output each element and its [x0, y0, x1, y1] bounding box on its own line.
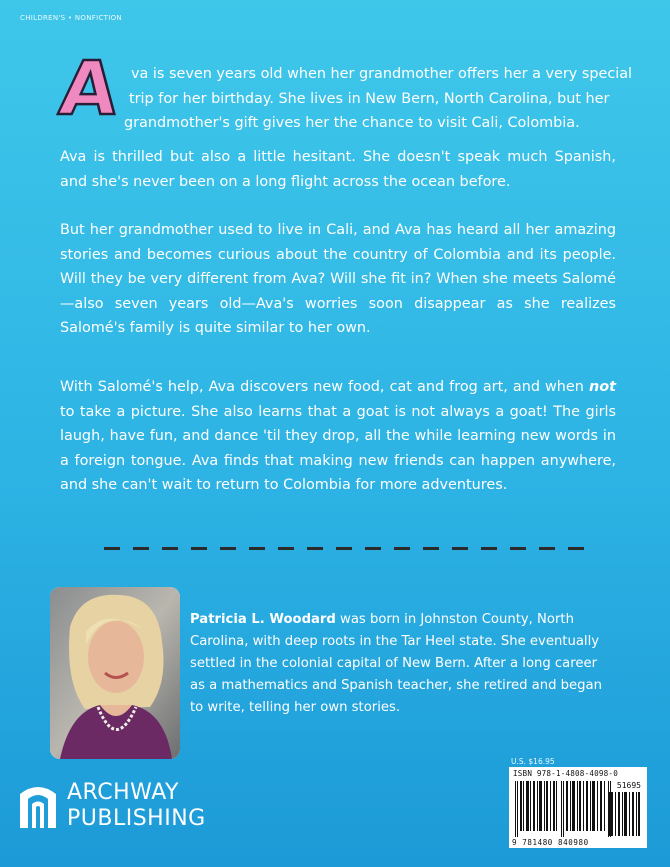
isbn-text: ISBN 978-1-4808-4098-0 — [513, 769, 618, 778]
ean-barcode-bars — [515, 781, 611, 837]
paragraph1-line2: trip for her birthday. She lives in New Bern, North Carolina, but her — [129, 91, 610, 107]
paragraph3-emphasis: not — [588, 379, 616, 395]
addon-barcode-bars — [609, 792, 641, 836]
paragraph3-after: to take a picture. She also learns that a goat is not always a goat! The girls laugh, have fun, and dance 'til they drop, all the while learning new words in a foreign tongue. Ava finds that making new friends can happen anywhere, and she can't wait to return to Colombia for more adventures. — [60, 403, 616, 493]
drop-cap-letter: A — [55, 46, 122, 132]
category-label: CHILDREN'S • NONFICTION — [20, 14, 122, 22]
paragraph2: But her grandmother used to live in Cali, and Ava has heard all her amazing stories and becomes curious about the country of Colombia and its people. Will they be very different from Ava? Will she fit in? When she meets Salomé—also seven years old—Ava's worries soon disappear as she realizes Salomé's family is quite similar to her own. — [60, 222, 616, 336]
paragraph1-line1: va is seven years old when her grandmother offers her a very special — [131, 66, 633, 82]
paragraph3 — [60, 375, 616, 498]
archway-logo-icon — [18, 784, 58, 828]
publisher-line1: ARCHWAY — [67, 780, 179, 805]
barcode — [509, 767, 647, 848]
author-name: Patricia L. Woodard — [190, 612, 336, 627]
barcode-number: 9 781480 840980 — [512, 838, 589, 847]
paragraph1-rest: Ava is thrilled but also a little hesitant. She doesn't speak much Spanish, and she's never been on a long flight across the ocean before. — [60, 149, 616, 190]
dashed-divider — [104, 547, 584, 551]
author-bio-text: was born in Johnston County, North Carolina, with deep roots in the Tar Heel state. She eventually settled in the colonial capital of New Bern. After a long career as a mathematics and Spanish teacher, she retired and began to write, telling her own stories. — [190, 612, 602, 715]
paragraph1-line3: grandmother's gift gives her the chance to visit Cali, Colombia. — [124, 115, 580, 131]
paragraph3-before: With Salomé's help, Ava discovers new food, cat and frog art, and when — [60, 379, 589, 395]
addon-code: 51695 — [616, 781, 641, 790]
price-label: U.S. $16.95 — [511, 757, 555, 766]
author-photo — [50, 587, 180, 759]
author-bio — [190, 609, 615, 719]
publisher-line2: PUBLISHING — [67, 806, 206, 831]
